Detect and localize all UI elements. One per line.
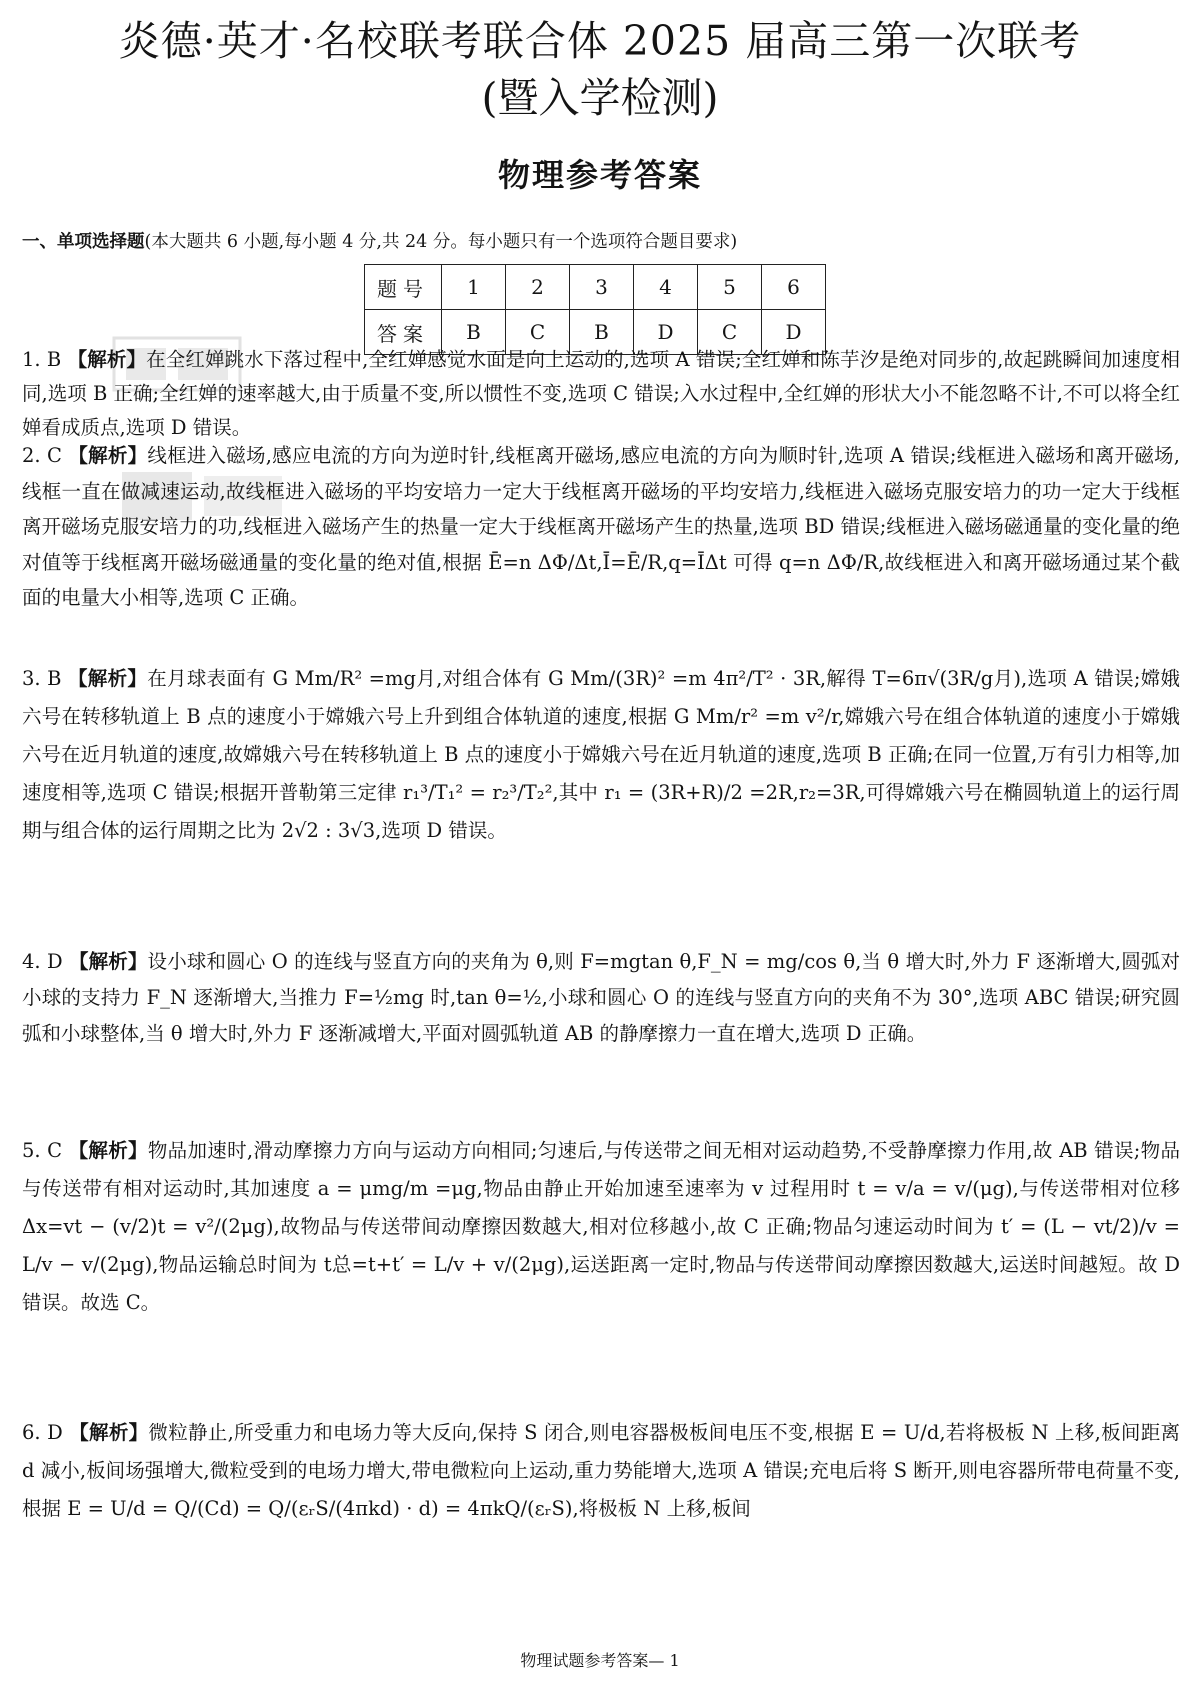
answer-explanation-5 [22, 1132, 1180, 1322]
explanation-text: 设小球和圆心 O 的连线与竖直方向的夹角为 θ,则 F=mgtan θ,F_N = mg/cos θ,当 θ 增大时,外力 F 逐渐增大,圆弧对小球的支持力 F_N 逐渐增大,当推力 F=½mg 时,tan θ=½,小球和圆心 O 的连线与竖直方向的夹角不为 30°,选项 ABC 错误;研究圆弧和小球整体,当 θ 增大时,外力 F 逐渐减增大,平面对圆弧轨道 AB 的静摩擦力一直在增大,选项 D 正确。 [22, 950, 1180, 1045]
section-heading [22, 228, 737, 253]
answer-table [364, 264, 826, 355]
item-number: 6. D [22, 1421, 63, 1444]
analysis-tag: 【解析】 [68, 1139, 148, 1162]
explanation-text: 线框进入磁场,感应电流的方向为逆时针,线框离开磁场,感应电流的方向为顺时针,选项 A 错误;线框进入磁场和离开磁场,线框一直在做减速运动,故线框进入磁场的平均安培力一定大于线框离开磁场的平均安培力,线框进入磁场克服安培力的功一定大于线框离开磁场克服安培力的功,线框进入磁场产生的热量一定大于线框离开磁场产生的热量,选项 BD 错误;线框进入磁场磁通量的变化量的绝对值等于线框离开磁场磁通量的变化量的绝对值,根据 Ē=n ΔΦ/Δt,Ī=Ē/R,q=ĪΔt 可得 q=n ΔΦ/R,故线框进入和离开磁场通过某个截面的电量大小相等,选项 C 正确。 [22, 444, 1180, 609]
explanation-text: 在全红婵跳水下落过程中,全红婵感觉水面是向上运动的,选项 A 错误;全红婵和陈芋汐是绝对同步的,故起跳瞬间加速度相同,选项 B 正确;全红婵的速率越大,由于质量不变,所以惯性不变,选项 C 错误;入水过程中,全红婵的形状大小不能忽略不计,不可以将全红婵看成质点,选项 D 错误。 [22, 348, 1180, 439]
exam-subtitle: (暨入学检测) [481, 74, 719, 122]
item-number: 2. C [22, 444, 62, 467]
row-label-answer: 答案 [365, 310, 442, 355]
item-number: 5. C [22, 1139, 63, 1162]
question-number: 6 [762, 265, 826, 310]
analysis-tag: 【解析】 [69, 1421, 149, 1444]
answer-cell: C [698, 310, 762, 355]
question-number: 2 [506, 265, 570, 310]
section-heading-note: (本大题共 6 小题,每小题 4 分,共 24 分。每小题只有一个选项符合题目要求) [144, 232, 738, 252]
explanation-text: 在月球表面有 G Mm/R² =mg月,对组合体有 G Mm/(3R)² =m 4π²/T² · 3R,解得 T=6π√(3R/g月),选项 A 错误;嫦娥六号在转移轨道上 B 点的速度小于嫦娥六号上升到组合体轨道的速度,根据 G Mm/r² =m v²/r,嫦娥六号在组合体轨道的速度小于嫦娥六号在近月轨道的速度,故嫦娥六号在转移轨道上 B 点的速度小于嫦娥六号在近月轨道的速度,选项 B 正确;在同一位置,万有引力相等,加速度相等,选项 C 错误;根据开普勒第三定律 r₁³/T₁² = r₂³/T₂²,其中 r₁ = (3R+R)/2 =2R,r₂=3R,可得嫦娥六号在椭圆轨道上的运行周期与组合体的运行周期之比为 2√2 : 3√3,选项 D 错误。 [22, 667, 1181, 842]
question-number: 5 [698, 265, 762, 310]
answer-explanation-3 [22, 660, 1180, 850]
row-label-number: 题号 [365, 265, 442, 310]
answer-cell: B [442, 310, 506, 355]
answer-cell: D [762, 310, 826, 355]
analysis-tag: 【解析】 [68, 444, 148, 467]
answer-cell: D [634, 310, 698, 355]
answer-explanation-2 [22, 438, 1180, 616]
explanation-text: 物品加速时,滑动摩擦力方向与运动方向相同;匀速后,与传送带之间无相对运动趋势,不受静摩擦力作用,故 AB 错误;物品与传送带有相对运动时,其加速度 a = μmg/m =μg,物品由静止开始加速至速率为 v 过程用时 t = v/a = v/(μg),与传送带相对位移 Δx=vt − (v/2)t = v²/(2μg),故物品与传送带间动摩擦因数越大,相对位移越小,故 C 正确;物品匀速运动时间为 t′ = (L − vt/2)/v = L/v − v/(2μg),物品运输总时间为 t总=t+t′ = L/v + v/(2μg),运送距离一定时,物品与传送带间动摩擦因数越大,运送时间越短。故 D 错误。故选 C。 [22, 1139, 1180, 1314]
question-number: 1 [442, 265, 506, 310]
section-heading-label: 一、单项选择题 [22, 232, 145, 252]
answer-explanation-6 [22, 1414, 1180, 1528]
answer-explanation-1 [22, 343, 1180, 445]
question-number: 3 [570, 265, 634, 310]
analysis-tag: 【解析】 [68, 950, 148, 973]
page-footer: 物理试题参考答案— 1 [520, 1651, 680, 1670]
answer-cell: C [506, 310, 570, 355]
analysis-tag: 【解析】 [67, 667, 148, 690]
answer-cell: B [570, 310, 634, 355]
item-number: 1. B [22, 348, 62, 371]
item-number: 4. D [22, 950, 63, 973]
answer-table-number-row [365, 265, 826, 310]
item-number: 3. B [22, 667, 62, 690]
answer-explanation-4 [22, 944, 1180, 1052]
exam-title: 炎德·英才·名校联考联合体 2025 届高三第一次联考 [118, 17, 1082, 65]
explanation-text: 微粒静止,所受重力和电场力等大反向,保持 S 闭合,则电容器极板间电压不变,根据 E = U/d,若将极板 N 上移,板间距离 d 减小,板间场强增大,微粒受到的电场力增大,带电微粒向上运动,重力势能增大,选项 A 错误;充电后将 S 断开,则电容器所带电荷量不变,根据 E = U/d = Q/(Cd) = Q/(εᵣS/(4πkd) · d) = 4πkQ/(εᵣS),将极板 N 上移,板间 [22, 1421, 1180, 1520]
analysis-tag: 【解析】 [67, 348, 147, 371]
document-title: 物理参考答案 [497, 156, 702, 194]
question-number: 4 [634, 265, 698, 310]
